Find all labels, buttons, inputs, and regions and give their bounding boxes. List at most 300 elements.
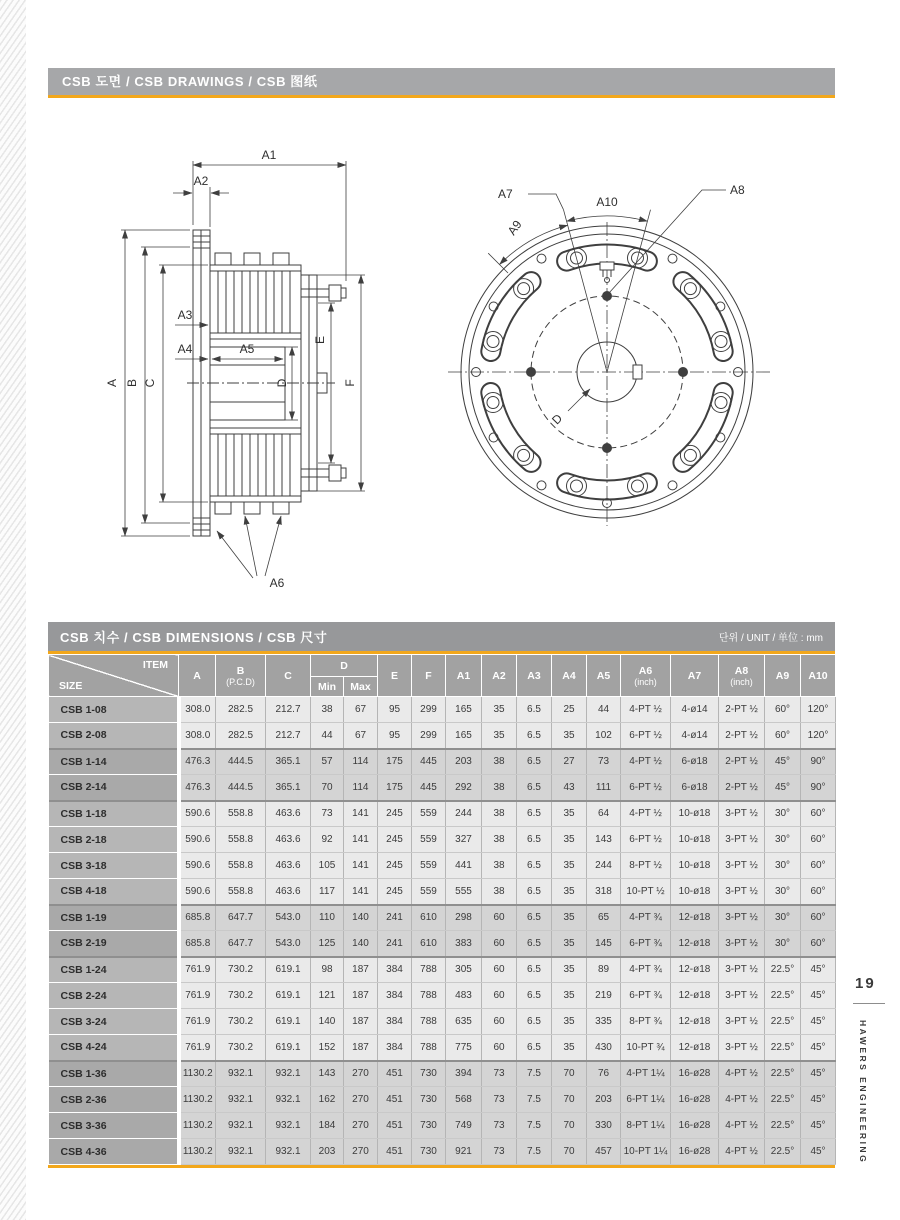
dim-value: 90°: [801, 775, 836, 801]
dim-value: 30°: [765, 853, 801, 879]
dim-value: 6.5: [517, 983, 552, 1009]
col-header-a8: [719, 655, 765, 697]
dim-value: 67: [344, 697, 378, 723]
dim-value: 45°: [801, 1009, 836, 1035]
dim-value: 932.1: [266, 1139, 311, 1165]
left-hatch-stripe: [0, 0, 26, 1220]
col-header-a3: A3: [517, 655, 552, 697]
dim-value: 60°: [801, 853, 836, 879]
dim-value: 730.2: [216, 1009, 266, 1035]
dim-value: 67: [344, 723, 378, 749]
col-header-d-max: Max: [344, 677, 378, 697]
dim-value: 141: [344, 827, 378, 853]
dim-label-b: B: [125, 378, 139, 388]
dim-value: 441: [446, 853, 482, 879]
dim-value: 445: [412, 749, 446, 775]
dim-value: 270: [344, 1139, 378, 1165]
dim-value: 140: [311, 1009, 344, 1035]
corner-header: [49, 655, 179, 697]
dim-value: 3-PT ½: [719, 931, 765, 957]
dim-value: 140: [344, 931, 378, 957]
dim-value: 555: [446, 879, 482, 905]
dim-label-c: C: [143, 378, 157, 388]
dim-value: 4-PT ½: [621, 749, 671, 775]
dim-value: 141: [344, 879, 378, 905]
table-row: [49, 1113, 836, 1139]
dim-value: 70: [552, 1087, 587, 1113]
dim-value: 1130.2: [179, 1061, 216, 1087]
dim-value: 245: [378, 827, 412, 853]
dim-value: 245: [378, 879, 412, 905]
dim-label-a2: A2: [193, 174, 209, 188]
dim-value: 12-ø18: [671, 1009, 719, 1035]
dim-value: 4-PT ½: [719, 1061, 765, 1087]
dim-value: 22.5°: [765, 957, 801, 983]
dim-value: 89: [587, 957, 621, 983]
col-header-a6-main: A6: [638, 664, 653, 677]
dim-value: 384: [378, 1035, 412, 1061]
col-header-a5: A5: [587, 655, 621, 697]
dim-value: 125: [311, 931, 344, 957]
dim-value: 22.5°: [765, 1139, 801, 1165]
dim-value: 110: [311, 905, 344, 931]
dim-value: 35: [552, 801, 587, 827]
dim-value: 45°: [801, 1035, 836, 1061]
dim-value: 330: [587, 1113, 621, 1139]
dim-value: 932.1: [266, 1087, 311, 1113]
dim-value: 282.5: [216, 723, 266, 749]
table-row: [49, 1087, 836, 1113]
dim-value: 60: [482, 905, 517, 931]
dim-value: 22.5°: [765, 1087, 801, 1113]
dim-value: 761.9: [179, 983, 216, 1009]
col-header-a7: A7: [671, 655, 719, 697]
dim-label-a5: A5: [239, 342, 255, 356]
dim-value: 30°: [765, 905, 801, 931]
dim-value: 730: [412, 1087, 446, 1113]
dim-value: 6.5: [517, 749, 552, 775]
dim-value: 70: [311, 775, 344, 801]
brand-vertical-text: HAWERS ENGINEERING: [858, 1020, 868, 1165]
dim-value: 8-PT ¾: [621, 1009, 671, 1035]
dim-value: 10-PT ¾: [621, 1035, 671, 1061]
row-size-label: CSB 1-19: [49, 905, 179, 931]
col-header-d: D: [311, 655, 378, 677]
dim-value: 932.1: [266, 1113, 311, 1139]
dim-value: 143: [311, 1061, 344, 1087]
dim-label-a9: A9: [504, 217, 525, 238]
dim-value: 64: [587, 801, 621, 827]
dim-value: 6-PT ½: [621, 827, 671, 853]
dim-label-a: A: [105, 378, 119, 388]
dim-value: 308.0: [179, 697, 216, 723]
dim-value: 165: [446, 723, 482, 749]
dim-value: 6.5: [517, 931, 552, 957]
dim-label-a6: A6: [269, 576, 285, 590]
dim-value: 590.6: [179, 801, 216, 827]
dim-value: 457: [587, 1139, 621, 1165]
row-size-label: CSB 1-18: [49, 801, 179, 827]
dim-value: 6-PT ½: [621, 723, 671, 749]
row-size-label: CSB 4-18: [49, 879, 179, 905]
dim-value: 463.6: [266, 853, 311, 879]
dim-value: 10-ø18: [671, 827, 719, 853]
dim-value: 60°: [801, 931, 836, 957]
dim-value: 270: [344, 1087, 378, 1113]
dimensions-section-header: [48, 622, 835, 654]
dim-value: 60°: [801, 827, 836, 853]
dim-value: 187: [344, 957, 378, 983]
dim-value: 7.5: [517, 1061, 552, 1087]
dim-value: 70: [552, 1139, 587, 1165]
dim-value: 543.0: [266, 905, 311, 931]
dim-value: 30°: [765, 931, 801, 957]
dim-value: 444.5: [216, 775, 266, 801]
dim-value: 932.1: [216, 1139, 266, 1165]
dim-value: 10-PT 1¼: [621, 1139, 671, 1165]
dim-value: 105: [311, 853, 344, 879]
dim-value: 932.1: [216, 1087, 266, 1113]
dim-value: 219: [587, 983, 621, 1009]
hub-barrel: [187, 347, 335, 420]
dim-value: 35: [552, 983, 587, 1009]
dim-label-a3: A3: [177, 308, 193, 322]
dim-value: 38: [482, 879, 517, 905]
dim-value: 6-PT ¾: [621, 931, 671, 957]
dim-value: 4-ø14: [671, 723, 719, 749]
dim-value: 57: [311, 749, 344, 775]
col-header-a: A: [179, 655, 216, 697]
row-size-label: CSB 2-36: [49, 1087, 179, 1113]
row-size-label: CSB 2-08: [49, 723, 179, 749]
dim-label-e: E: [313, 335, 327, 345]
dim-value: 10-ø18: [671, 879, 719, 905]
dim-value: 45°: [801, 1113, 836, 1139]
dim-value: 60: [482, 931, 517, 957]
dim-value: 647.7: [216, 905, 266, 931]
dim-value: 120°: [801, 697, 836, 723]
dim-value: 3-PT ½: [719, 957, 765, 983]
dim-value: 95: [378, 723, 412, 749]
dim-d-front: [568, 389, 590, 411]
dim-value: 35: [552, 827, 587, 853]
dim-value: 730.2: [216, 1035, 266, 1061]
dim-value: 76: [587, 1061, 621, 1087]
dim-value: 384: [378, 1009, 412, 1035]
dim-value: 90°: [801, 749, 836, 775]
dim-value: 299: [412, 697, 446, 723]
dim-value: 559: [412, 827, 446, 853]
dim-value: 187: [344, 1035, 378, 1061]
dim-value: 70: [552, 1061, 587, 1087]
dim-value: 788: [412, 1009, 446, 1035]
dim-label-d-front: D: [549, 411, 566, 428]
dim-value: 2-PT ½: [719, 775, 765, 801]
dim-value: 27: [552, 749, 587, 775]
row-size-label: CSB 2-24: [49, 983, 179, 1009]
dim-value: 25: [552, 697, 587, 723]
dim-value: 788: [412, 957, 446, 983]
dim-value: 761.9: [179, 957, 216, 983]
dim-value: 730: [412, 1139, 446, 1165]
dim-value: 95: [378, 697, 412, 723]
table-row: [49, 983, 836, 1009]
table-row: [49, 775, 836, 801]
drawings-section-title: CSB 도면 / CSB DRAWINGS / CSB 图纸: [62, 74, 318, 89]
dim-a7: [528, 194, 564, 210]
dim-value: 212.7: [266, 723, 311, 749]
row-size-label: CSB 1-36: [49, 1061, 179, 1087]
dim-value: 73: [587, 749, 621, 775]
dim-value: 73: [482, 1061, 517, 1087]
dim-value: 921: [446, 1139, 482, 1165]
dim-value: 451: [378, 1087, 412, 1113]
dim-value: 6.5: [517, 853, 552, 879]
row-size-label: CSB 1-08: [49, 697, 179, 723]
dim-value: 8-PT 1¼: [621, 1113, 671, 1139]
col-header-a6: [621, 655, 671, 697]
row-size-label: CSB 2-19: [49, 931, 179, 957]
dim-value: 384: [378, 957, 412, 983]
table-row: [49, 853, 836, 879]
col-header-a6-sub: (inch): [634, 676, 657, 687]
dim-value: 610: [412, 931, 446, 957]
dim-value: 60: [482, 957, 517, 983]
dim-value: 335: [587, 1009, 621, 1035]
dim-value: 73: [311, 801, 344, 827]
dim-value: 60: [482, 1009, 517, 1035]
dim-value: 590.6: [179, 853, 216, 879]
dim-value: 6.5: [517, 879, 552, 905]
dim-value: 38: [482, 827, 517, 853]
drawings-section-header: [48, 68, 835, 98]
dim-a6: [217, 516, 281, 578]
corner-item-label: ITEM: [142, 659, 168, 671]
dim-value: 111: [587, 775, 621, 801]
table-row: [49, 1035, 836, 1061]
unit-label: 단위 / UNIT / 单位 : mm: [718, 633, 823, 644]
dim-value: 203: [311, 1139, 344, 1165]
dim-value: 3-PT ½: [719, 983, 765, 1009]
dim-value: 187: [344, 983, 378, 1009]
table-row: [49, 697, 836, 723]
dim-value: 590.6: [179, 827, 216, 853]
dim-value: 3-PT ½: [719, 905, 765, 931]
dimensions-section: [48, 622, 835, 1168]
dim-label-f: F: [343, 379, 357, 387]
dim-value: 559: [412, 879, 446, 905]
dimension-table: [48, 654, 836, 1165]
col-header-a8-sub: (inch): [730, 676, 753, 687]
dim-value: 6-ø18: [671, 775, 719, 801]
dim-value: 70: [552, 1113, 587, 1139]
dim-value: 38: [482, 801, 517, 827]
dim-value: 117: [311, 879, 344, 905]
row-size-label: CSB 1-24: [49, 957, 179, 983]
dim-value: 3-PT ½: [719, 853, 765, 879]
dim-value: 10-PT ½: [621, 879, 671, 905]
dim-value: 451: [378, 1113, 412, 1139]
dim-value: 685.8: [179, 931, 216, 957]
table-row: [49, 931, 836, 957]
dim-value: 270: [344, 1061, 378, 1087]
dim-value: 6.5: [517, 1035, 552, 1061]
dim-value: 6.5: [517, 801, 552, 827]
dim-value: 619.1: [266, 1009, 311, 1035]
dimension-table-head: [49, 655, 836, 697]
dim-value: 3-PT ½: [719, 827, 765, 853]
table-row: [49, 723, 836, 749]
dim-value: 65: [587, 905, 621, 931]
dim-value: 7.5: [517, 1087, 552, 1113]
dim-value: 141: [344, 801, 378, 827]
dimension-table-body: [49, 697, 836, 1165]
dim-value: 143: [587, 827, 621, 853]
row-size-label: CSB 3-36: [49, 1113, 179, 1139]
dim-value: 140: [344, 905, 378, 931]
dim-value: 44: [587, 697, 621, 723]
top-disc-stack: [210, 253, 301, 339]
dim-a8: [609, 190, 726, 293]
dim-value: 203: [446, 749, 482, 775]
dim-value: 463.6: [266, 801, 311, 827]
col-header-a8-main: A8: [734, 664, 749, 677]
dim-value: 102: [587, 723, 621, 749]
col-header-b-sub: (P.C.D): [226, 676, 255, 687]
table-row: [49, 905, 836, 931]
dim-value: 60°: [801, 879, 836, 905]
dim-value: 203: [587, 1087, 621, 1113]
dim-value: 730: [412, 1113, 446, 1139]
dim-value: 60: [482, 983, 517, 1009]
dim-value: 38: [482, 853, 517, 879]
dim-f: [317, 275, 365, 491]
dim-value: 590.6: [179, 879, 216, 905]
dim-value: 394: [446, 1061, 482, 1087]
dim-value: 476.3: [179, 749, 216, 775]
dim-value: 45°: [765, 749, 801, 775]
dim-value: 647.7: [216, 931, 266, 957]
dim-value: 558.8: [216, 879, 266, 905]
dimensions-section-title: CSB 치수 / CSB DIMENSIONS / CSB 尺寸: [60, 630, 328, 645]
dim-value: 16-ø28: [671, 1139, 719, 1165]
dim-value: 749: [446, 1113, 482, 1139]
dim-value: 114: [344, 775, 378, 801]
dim-value: 22.5°: [765, 983, 801, 1009]
table-row: [49, 957, 836, 983]
dim-value: 6-PT ½: [621, 775, 671, 801]
row-size-label: CSB 4-36: [49, 1139, 179, 1165]
dim-value: 35: [552, 853, 587, 879]
dim-value: 619.1: [266, 957, 311, 983]
dim-value: 4-PT ¾: [621, 905, 671, 931]
dim-value: 30°: [765, 879, 801, 905]
dim-value: 635: [446, 1009, 482, 1035]
dim-value: 299: [412, 723, 446, 749]
side-view-drawing: [105, 135, 395, 605]
dim-value: 463.6: [266, 827, 311, 853]
dim-a2: [173, 187, 229, 227]
dim-value: 559: [412, 853, 446, 879]
dim-value: 6.5: [517, 957, 552, 983]
dim-value: 619.1: [266, 983, 311, 1009]
dim-value: 2-PT ½: [719, 697, 765, 723]
dim-value: 60°: [801, 905, 836, 931]
dim-label-a10: A10: [596, 195, 618, 209]
dim-value: 10-ø18: [671, 801, 719, 827]
dim-value: 6.5: [517, 723, 552, 749]
dim-value: 451: [378, 1139, 412, 1165]
dim-value: 35: [552, 931, 587, 957]
table-row: [49, 879, 836, 905]
dim-a1: [193, 161, 346, 281]
dim-value: 175: [378, 749, 412, 775]
dim-value: 3-PT ½: [719, 1035, 765, 1061]
dim-value: 4-PT ½: [719, 1087, 765, 1113]
dim-value: 245: [378, 801, 412, 827]
dim-value: 6.5: [517, 775, 552, 801]
table-row: [49, 801, 836, 827]
dim-value: 775: [446, 1035, 482, 1061]
dim-value: 3-PT ½: [719, 801, 765, 827]
dim-value: 1130.2: [179, 1087, 216, 1113]
dim-value: 45°: [801, 1087, 836, 1113]
dim-value: 73: [482, 1113, 517, 1139]
dim-value: 298: [446, 905, 482, 931]
col-header-b: [216, 655, 266, 697]
dim-value: 244: [446, 801, 482, 827]
dim-value: 558.8: [216, 853, 266, 879]
dim-value: 788: [412, 1035, 446, 1061]
dim-value: 73: [482, 1087, 517, 1113]
dim-value: 60: [482, 1035, 517, 1061]
dim-value: 35: [552, 957, 587, 983]
dim-value: 483: [446, 983, 482, 1009]
dim-value: 6.5: [517, 1009, 552, 1035]
dim-value: 12-ø18: [671, 957, 719, 983]
table-row: [49, 1139, 836, 1165]
dim-value: 241: [378, 905, 412, 931]
dim-value: 8-PT ½: [621, 853, 671, 879]
front-view-drawing: [440, 150, 790, 530]
dim-value: 145: [587, 931, 621, 957]
dim-value: 384: [378, 983, 412, 1009]
dim-value: 152: [311, 1035, 344, 1061]
dim-label-d: D: [275, 378, 289, 388]
dim-value: 430: [587, 1035, 621, 1061]
dim-value: 35: [482, 723, 517, 749]
dim-label-a7: A7: [498, 187, 513, 201]
dim-value: 2-PT ½: [719, 749, 765, 775]
table-row: [49, 1009, 836, 1035]
dim-value: 60°: [801, 801, 836, 827]
col-header-b-main: B: [236, 664, 245, 677]
dim-value: 558.8: [216, 827, 266, 853]
dim-value: 270: [344, 1113, 378, 1139]
dim-value: 610: [412, 905, 446, 931]
row-size-label: CSB 4-24: [49, 1035, 179, 1061]
dim-value: 175: [378, 775, 412, 801]
dim-value: 7.5: [517, 1113, 552, 1139]
dim-value: 35: [552, 905, 587, 931]
dim-value: 184: [311, 1113, 344, 1139]
dim-value: 305: [446, 957, 482, 983]
dim-value: 35: [552, 1009, 587, 1035]
dim-value: 308.0: [179, 723, 216, 749]
dim-value: 476.3: [179, 775, 216, 801]
corner-size-label: SIZE: [59, 680, 83, 692]
dim-value: 12-ø18: [671, 931, 719, 957]
